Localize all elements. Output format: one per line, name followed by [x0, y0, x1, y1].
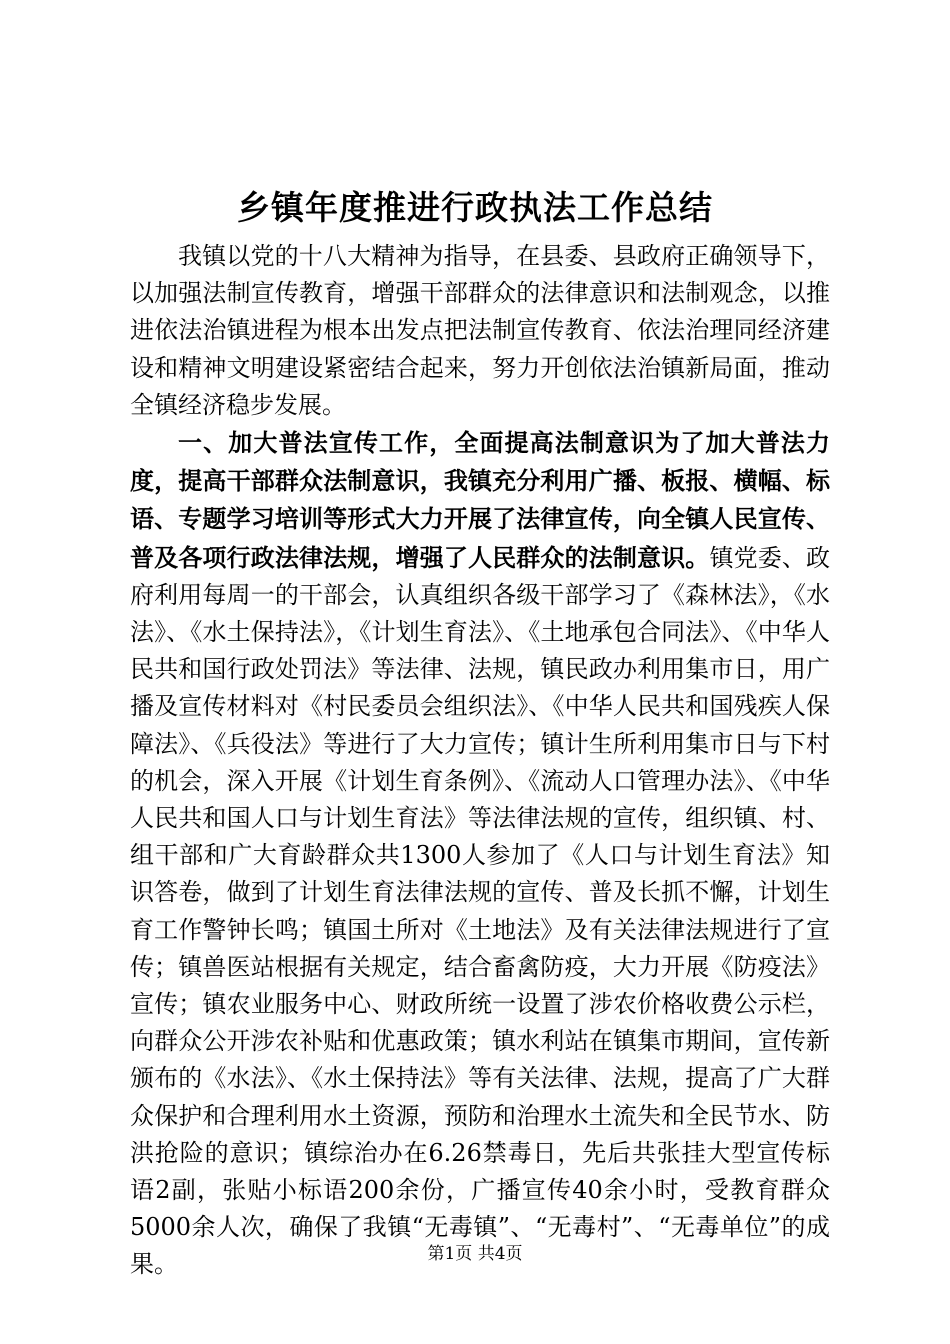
document-body [130, 238, 830, 1284]
intro-paragraph: 我镇以党的十八大精神为指导，在县委、县政府正确领导下，以加强法制宣传教育，增强干部群众的法律意识和法制观念，以推进依法治镇进程为根本出发点把法制宣传教育、依法治理同经济建设和精神文明建设紧密结合起来，努力开创依法治镇新局面，推动全镇经济稳步发展。 [130, 242, 830, 419]
section-one-paragraph [130, 424, 830, 1284]
section-one-heading: 一、加大普法宣传工作，全面提高法制意识为了加大普法力度，提高干部群众法制意识，我镇充分利用广播、板报、横幅、标语、专题学习培训等形式大力开展了法律宣传，向全镇人民宣传、普及各项行政法律法规，增强了人民群众的法制意识。 [130, 428, 830, 572]
section-one-body: 镇党委、政府利用每周一的干部会，认真组织各级干部学习了《森林法》，《水法》、《水土保持法》，《计划生育法》、《土地承包合同法》、《中华人民共和国行政处罚法》等法律、法规，镇民政办利用集市日，用广播及宣传材料对《村民委员会组织法》、《中华人民共和国残疾人保障法》、《兵役法》等进行了大力宣传；镇计生所利用集市日与下村的机会，深入开展《计划生育条例》、《流动人口管理办法》、《中华人民共和国人口与计划生育法》等法律法规的宣传，组织镇、村、组干部和广大育龄群众共1300人参加了《人口与计划生育法》知识答卷，做到了计划生育法律法规的宣传、普及长抓不懈，计划生育工作警钟长鸣；镇国土所对《土地法》及有关法律法规进行了宣传；镇兽医站根据有关规定，结合畜禽防疫，大力开展《防疫法》宣传；镇农业服务中心、财政所统一设置了涉农价格收费公示栏，向群众公开涉农补贴和优惠政策；镇水利站在镇集市期间，宣传新颁布的《水法》、《水土保持法》等有关法律、法规，提高了广大群众保护和合理利用水土资源，预防和治理水土流失和全民节水、防洪抢险的意识；镇综治办在6.26禁毒日，先后共张挂大型宣传标语2副，张贴小标语200余份，广播宣传40余小时，受教育群众5000余人次，确保了我镇“无毒镇”、“无毒村”、“无毒单位”的成果。 [130, 543, 831, 1279]
page-number-footer: 第1页 共4页 [427, 1244, 523, 1264]
document-title: 乡镇年度推进行政执法工作总结 [237, 188, 713, 227]
